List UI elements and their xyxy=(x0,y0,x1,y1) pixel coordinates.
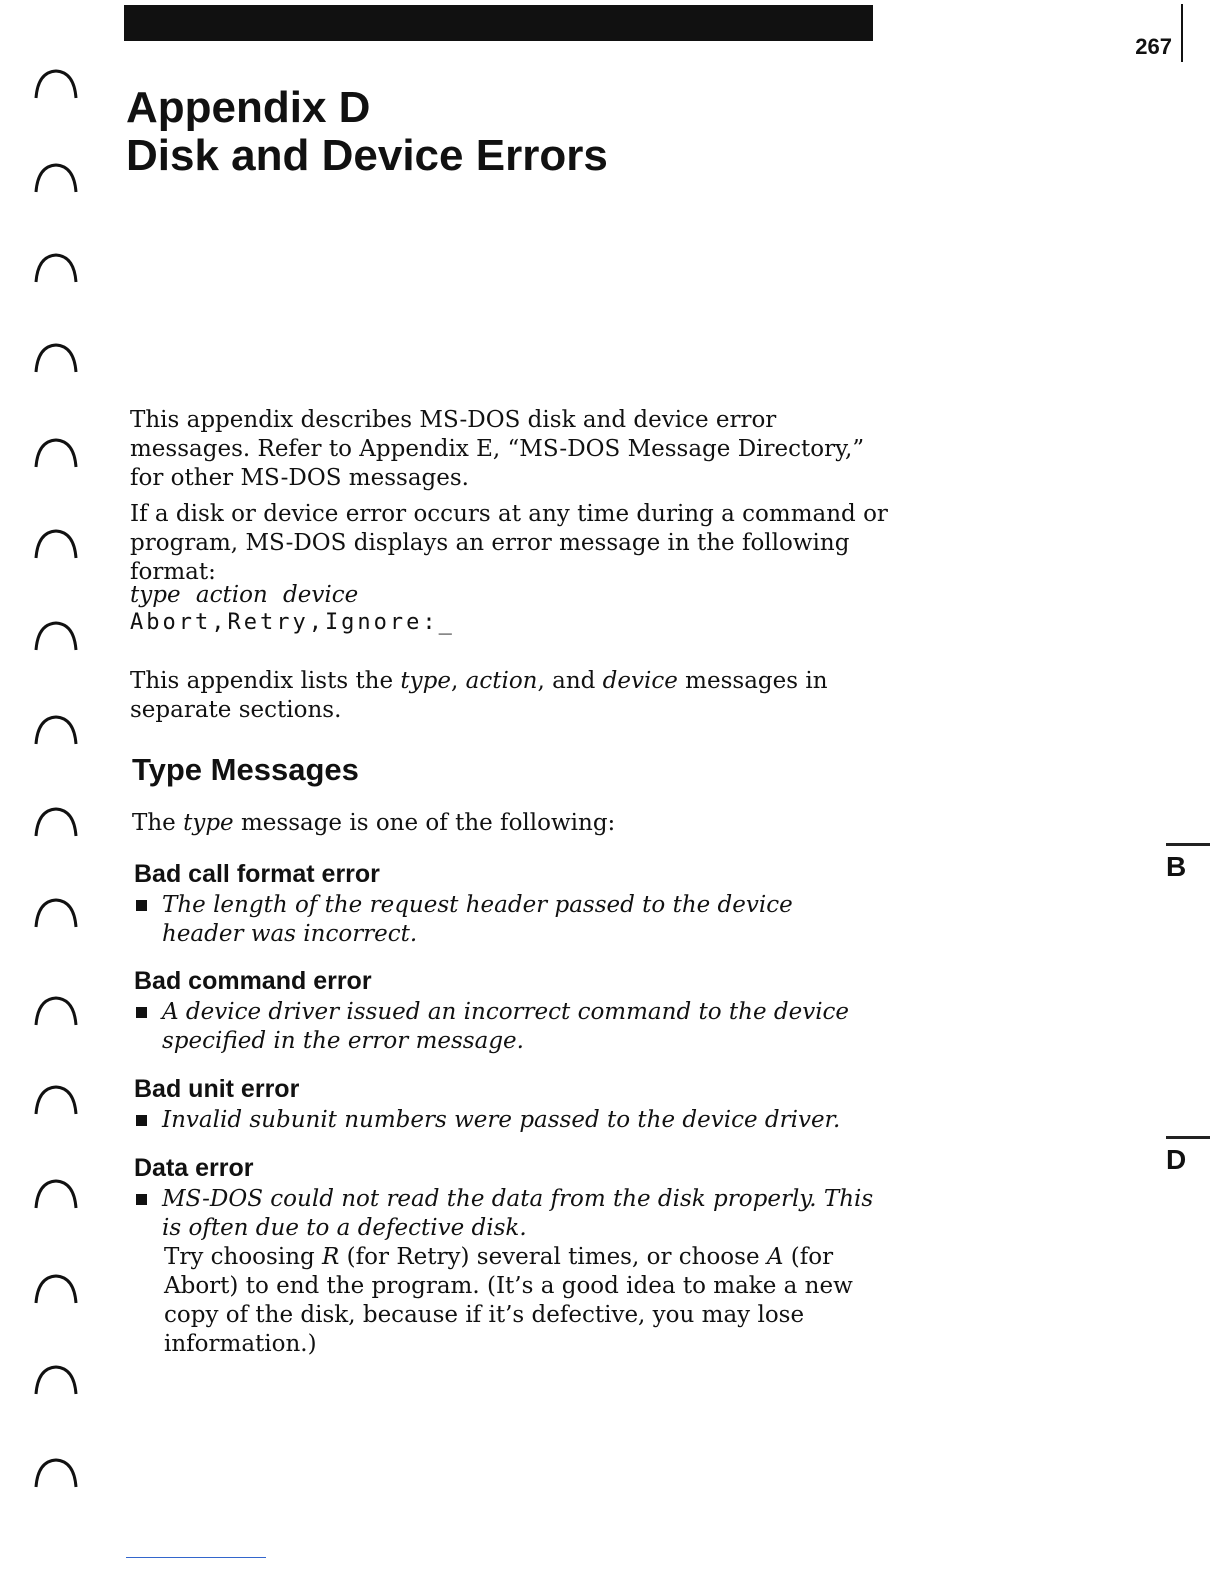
binder-hole-icon xyxy=(32,897,80,931)
error-entry xyxy=(134,859,874,949)
entry-description: Invalid subunit numbers were passed to the device driver. xyxy=(134,1106,874,1135)
entry-title: Data error xyxy=(134,1154,254,1182)
format-line-1: type action device xyxy=(130,582,359,608)
binder-hole-icon xyxy=(32,1178,80,1212)
binder-hole-icon xyxy=(32,995,80,1029)
error-entry xyxy=(134,1074,874,1135)
bullet-icon xyxy=(136,1194,147,1205)
intro-paragraph-1: This appendix describes MS-DOS disk and device error messages. Refer to Appendix E, “MS-DOS Message Directory,” for other MS-DOS messages. xyxy=(130,407,865,491)
binder-hole-icon xyxy=(32,1457,80,1491)
page-title xyxy=(126,84,608,180)
binder-hole-icon xyxy=(32,1084,80,1118)
intro-paragraph-3: This appendix lists the type, action, and device messages in separate sections. xyxy=(130,668,828,723)
page-number: 267 xyxy=(1135,34,1172,59)
intro-paragraph-2: If a disk or device error occurs at any time during a command or program, MS-DOS displays an error message in the following format: xyxy=(130,501,888,585)
page-number-rule xyxy=(1181,4,1183,62)
section-tab-b: B xyxy=(1166,851,1187,882)
section-intro: The type message is one of the following: xyxy=(132,810,616,836)
binder-hole-icon xyxy=(32,1364,80,1398)
section-heading: Type Messages xyxy=(132,752,359,787)
entry-description: A device driver issued an incorrect command to the device specified in the error message. xyxy=(134,998,874,1056)
bullet-icon xyxy=(136,900,147,911)
entry-note: Try choosing R (for Retry) several times, or choose A (for Abort) to end the program. (It’s a good idea to make a new copy of the disk, because if it’s defective, you may lose information.) xyxy=(164,1244,853,1357)
tab-rule xyxy=(1166,843,1210,846)
binder-hole-icon xyxy=(32,714,80,748)
binder-hole-icon xyxy=(32,1273,80,1307)
footer-rule xyxy=(126,1557,266,1558)
entry-title: Bad command error xyxy=(134,967,372,995)
binder-hole-icon xyxy=(32,437,80,471)
binder-hole-icon xyxy=(32,162,80,196)
header-bar xyxy=(124,5,873,41)
entry-title: Bad unit error xyxy=(134,1075,300,1103)
bullet-icon xyxy=(136,1007,147,1018)
format-line-2: Abort,Retry,Ignore:_ xyxy=(130,610,455,635)
title-line-2: Disk and Device Errors xyxy=(126,131,608,180)
entry-description: MS-DOS could not read the data from the disk properly. This is often due to a defective disk. xyxy=(134,1185,874,1243)
binder-hole-icon xyxy=(32,68,80,102)
tab-rule xyxy=(1166,1136,1210,1139)
binder-holes xyxy=(32,0,82,1584)
binder-hole-icon xyxy=(32,620,80,654)
binder-hole-icon xyxy=(32,342,80,376)
title-line-1: Appendix D xyxy=(126,83,371,132)
entry-description: The length of the request header passed to the device header was incorrect. xyxy=(134,891,874,949)
section-tab-d: D xyxy=(1166,1144,1187,1175)
binder-hole-icon xyxy=(32,252,80,286)
entry-title: Bad call format error xyxy=(134,860,380,888)
error-entry xyxy=(134,1153,874,1359)
binder-hole-icon xyxy=(32,528,80,562)
binder-hole-icon xyxy=(32,806,80,840)
error-entry xyxy=(134,966,874,1056)
bullet-icon xyxy=(136,1115,147,1126)
